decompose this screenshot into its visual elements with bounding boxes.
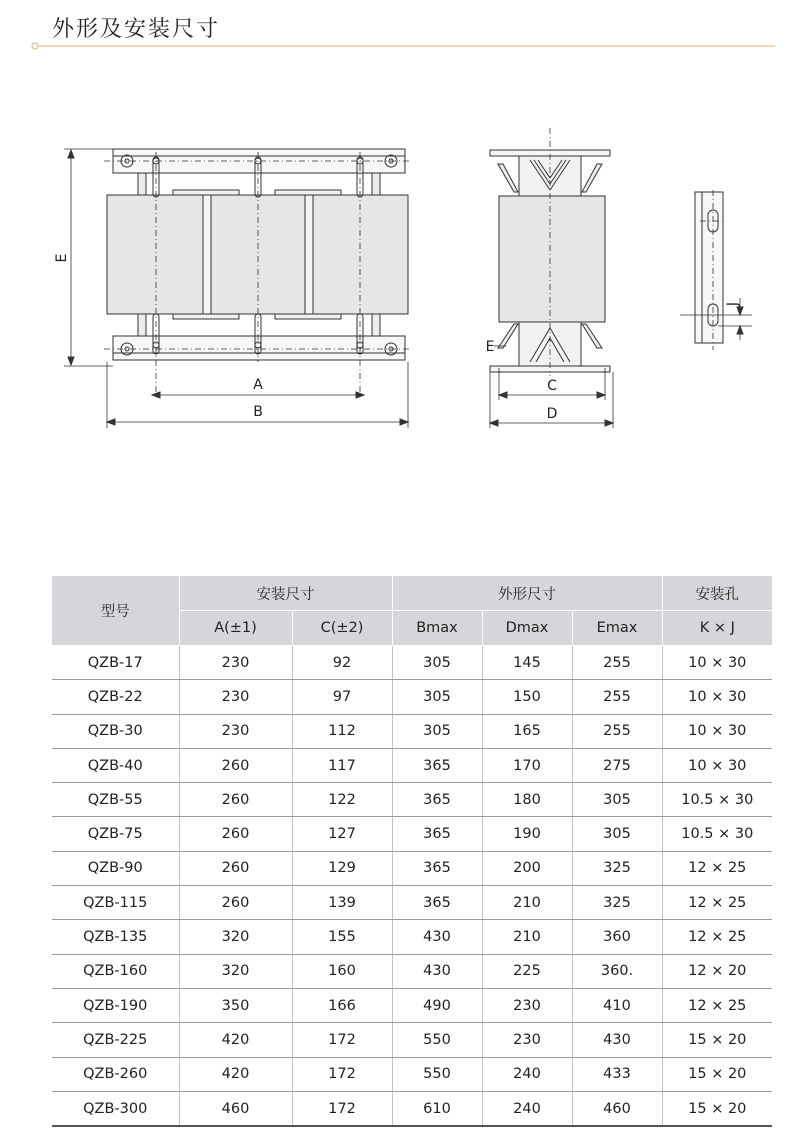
- dimension-label-c: C: [547, 378, 557, 394]
- cell-emax: 325: [572, 886, 662, 920]
- header-mount-hole: 安装孔: [662, 576, 772, 611]
- header-install-dims: 安装尺寸: [179, 576, 392, 611]
- table-row: [52, 886, 772, 920]
- cell-kj: 10 × 30: [662, 680, 772, 714]
- cell-emax: 460: [572, 1091, 662, 1126]
- cell-c: 139: [292, 886, 392, 920]
- cell-model: QZB-260: [52, 1057, 179, 1091]
- table-body: [52, 646, 772, 1127]
- cell-dmax: 150: [482, 680, 572, 714]
- cell-model: QZB-55: [52, 783, 179, 817]
- cell-bmax: 550: [392, 1057, 482, 1091]
- cell-kj: 10 × 30: [662, 714, 772, 748]
- cell-c: 92: [292, 646, 392, 680]
- cell-kj: 12 × 25: [662, 988, 772, 1022]
- cell-c: 172: [292, 1023, 392, 1057]
- cell-model: QZB-22: [52, 680, 179, 714]
- cell-kj: 12 × 25: [662, 920, 772, 954]
- cell-dmax: 230: [482, 988, 572, 1022]
- cell-kj: 15 × 20: [662, 1023, 772, 1057]
- header-model: 型号: [52, 576, 179, 646]
- cell-c: 112: [292, 714, 392, 748]
- table-row: [52, 988, 772, 1022]
- cell-c: 97: [292, 680, 392, 714]
- table-row: [52, 920, 772, 954]
- cell-bmax: 610: [392, 1091, 482, 1126]
- cell-kj: 12 × 20: [662, 954, 772, 988]
- cell-emax: 305: [572, 783, 662, 817]
- table-row: [52, 1057, 772, 1091]
- cell-a: 230: [179, 680, 292, 714]
- side-dimension-label-e: E: [485, 339, 495, 355]
- header-outline-dims: 外形尺寸: [392, 576, 662, 611]
- cell-a: 420: [179, 1057, 292, 1091]
- cell-model: QZB-115: [52, 886, 179, 920]
- cell-model: QZB-225: [52, 1023, 179, 1057]
- cell-kj: 10.5 × 30: [662, 783, 772, 817]
- table-header-row: [52, 576, 772, 611]
- cell-model: QZB-40: [52, 748, 179, 782]
- cell-dmax: 170: [482, 748, 572, 782]
- cell-model: QZB-135: [52, 920, 179, 954]
- cell-a: 260: [179, 886, 292, 920]
- table-row: [52, 1091, 772, 1126]
- mounting-hole-detail: [680, 190, 752, 350]
- table-row: [52, 783, 772, 817]
- cell-kj: 12 × 25: [662, 851, 772, 885]
- cell-emax: 255: [572, 680, 662, 714]
- cell-dmax: 210: [482, 886, 572, 920]
- dimension-drawings: [0, 100, 800, 450]
- header-kj: K × J: [662, 611, 772, 646]
- table-row: [52, 1023, 772, 1057]
- dimension-label-e: E: [54, 253, 70, 263]
- header-dmax: Dmax: [482, 611, 572, 646]
- dimension-label-a: A: [253, 377, 263, 393]
- cell-bmax: 365: [392, 783, 482, 817]
- cell-emax: 410: [572, 988, 662, 1022]
- cell-c: 172: [292, 1057, 392, 1091]
- cell-model: QZB-90: [52, 851, 179, 885]
- cell-emax: 275: [572, 748, 662, 782]
- cell-a: 350: [179, 988, 292, 1022]
- cell-kj: 15 × 20: [662, 1057, 772, 1091]
- header-a: A(±1): [179, 611, 292, 646]
- spec-table: [52, 576, 772, 1127]
- cell-dmax: 225: [482, 954, 572, 988]
- cell-a: 260: [179, 851, 292, 885]
- cell-dmax: 240: [482, 1091, 572, 1126]
- cell-model: QZB-17: [52, 646, 179, 680]
- cell-model: QZB-30: [52, 714, 179, 748]
- cell-model: QZB-300: [52, 1091, 179, 1126]
- cell-emax: 430: [572, 1023, 662, 1057]
- table-row: [52, 680, 772, 714]
- title-divider: [30, 40, 775, 52]
- cell-c: 166: [292, 988, 392, 1022]
- cell-a: 460: [179, 1091, 292, 1126]
- table-row: [52, 851, 772, 885]
- cell-emax: 255: [572, 646, 662, 680]
- cell-kj: 12 × 25: [662, 886, 772, 920]
- cell-bmax: 365: [392, 817, 482, 851]
- cell-kj: 15 × 20: [662, 1091, 772, 1126]
- cell-a: 260: [179, 748, 292, 782]
- cell-dmax: 210: [482, 920, 572, 954]
- cell-c: 127: [292, 817, 392, 851]
- cell-c: 172: [292, 1091, 392, 1126]
- cell-kj: 10.5 × 30: [662, 817, 772, 851]
- cell-bmax: 365: [392, 748, 482, 782]
- cell-bmax: 550: [392, 1023, 482, 1057]
- cell-emax: 305: [572, 817, 662, 851]
- cell-model: QZB-190: [52, 988, 179, 1022]
- cell-dmax: 190: [482, 817, 572, 851]
- cell-emax: 433: [572, 1057, 662, 1091]
- cell-model: QZB-75: [52, 817, 179, 851]
- cell-c: 122: [292, 783, 392, 817]
- cell-dmax: 200: [482, 851, 572, 885]
- cell-dmax: 145: [482, 646, 572, 680]
- table-row: [52, 954, 772, 988]
- table-row: [52, 714, 772, 748]
- cell-dmax: 230: [482, 1023, 572, 1057]
- cell-c: 129: [292, 851, 392, 885]
- cell-emax: 255: [572, 714, 662, 748]
- cell-a: 260: [179, 817, 292, 851]
- cell-dmax: 240: [482, 1057, 572, 1091]
- cell-a: 260: [179, 783, 292, 817]
- cell-a: 420: [179, 1023, 292, 1057]
- cell-dmax: 180: [482, 783, 572, 817]
- cell-bmax: 305: [392, 646, 482, 680]
- table-row: [52, 646, 772, 680]
- cell-a: 320: [179, 920, 292, 954]
- cell-bmax: 365: [392, 886, 482, 920]
- header-c: C(±2): [292, 611, 392, 646]
- cell-c: 160: [292, 954, 392, 988]
- cell-bmax: 305: [392, 714, 482, 748]
- table-row: [52, 748, 772, 782]
- cell-c: 155: [292, 920, 392, 954]
- dimension-label-j: J: [725, 301, 741, 307]
- cell-c: 117: [292, 748, 392, 782]
- cell-bmax: 365: [392, 851, 482, 885]
- cell-a: 230: [179, 714, 292, 748]
- cell-a: 230: [179, 646, 292, 680]
- cell-emax: 360: [572, 920, 662, 954]
- cell-model: QZB-160: [52, 954, 179, 988]
- cell-bmax: 430: [392, 954, 482, 988]
- dimension-label-d: D: [546, 406, 558, 422]
- header-bmax: Bmax: [392, 611, 482, 646]
- cell-bmax: 490: [392, 988, 482, 1022]
- table-row: [52, 817, 772, 851]
- cell-emax: 360.: [572, 954, 662, 988]
- cell-a: 320: [179, 954, 292, 988]
- cell-bmax: 430: [392, 920, 482, 954]
- cell-bmax: 305: [392, 680, 482, 714]
- cell-kj: 10 × 30: [662, 748, 772, 782]
- page-title: 外形及安装尺寸: [52, 17, 221, 42]
- front-view-drawing: [64, 149, 412, 428]
- header-emax: Emax: [572, 611, 662, 646]
- dimension-label-b: B: [253, 404, 263, 420]
- cell-emax: 325: [572, 851, 662, 885]
- cell-dmax: 165: [482, 714, 572, 748]
- cell-kj: 10 × 30: [662, 646, 772, 680]
